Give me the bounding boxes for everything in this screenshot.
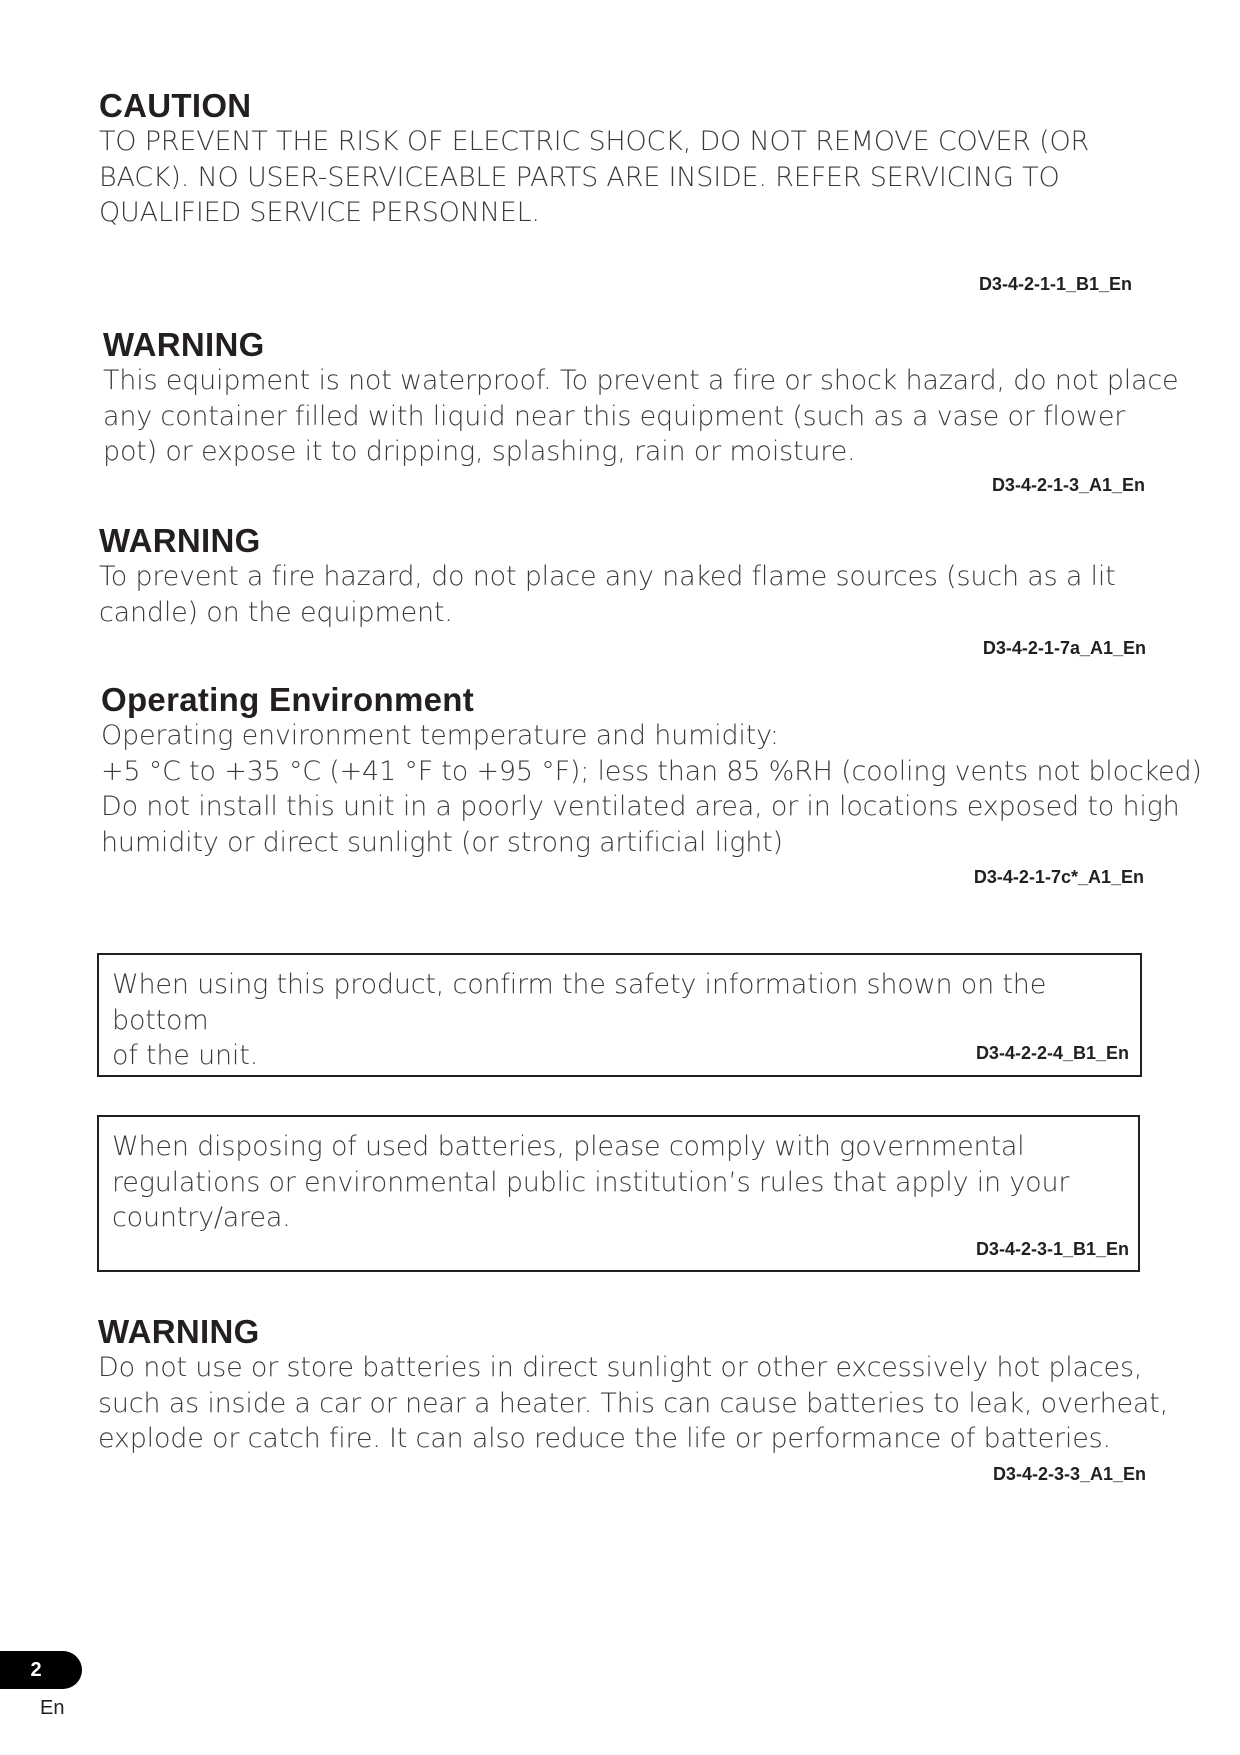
caution-section [99, 86, 1089, 231]
warning-flame-code: D3-4-2-1-7a_A1_En [982, 638, 1146, 658]
safety-info-text: When using this product, confirm the safety information shown on the bottom of the unit. [112, 969, 1047, 1071]
operating-environment-text: Operating environment temperature and humidity: +5 °C to +35 °C (+41 °F to +95 °F); less than 85 %RH (cooling vents not blocked) Do not install this unit in a poorly ventilated area, or in locations exposed to high humidity or direct sunlight (or strong artificial light) [101, 720, 1202, 858]
warning-flame-text: To prevent a fire hazard, do not place any naked flame sources (such as a lit candle) on the equipment. [99, 561, 1116, 628]
operating-environment-code: D3-4-2-1-7c*_A1_En [973, 867, 1144, 887]
warning-flame-section [99, 521, 1116, 630]
language-label: En [40, 1697, 65, 1719]
warning-waterproof-heading: WARNING [103, 326, 265, 363]
operating-environment-heading: Operating Environment [101, 681, 475, 718]
warning-flame-heading: WARNING [99, 522, 261, 559]
caution-text: TO PREVENT THE RISK OF ELECTRIC SHOCK, DO NOT REMOVE COVER (OR BACK). NO USER-SERVICEABLE PARTS ARE INSIDE. REFER SERVICING TO QUALIFIED SERVICE PERSONNEL. [99, 126, 1090, 228]
battery-disposal-box [97, 1115, 1140, 1272]
warning-battery-text: Do not use or store batteries in direct sunlight or other excessively hot places, such as inside a car or near a heater. This can cause batteries to leak, overheat, explode or catch fire. It can also reduce the life or performance of batteries. [98, 1352, 1169, 1454]
warning-waterproof-section [103, 325, 1178, 470]
caution-code: D3-4-2-1-1_B1_En [978, 274, 1132, 294]
warning-battery-section [98, 1312, 1168, 1457]
warning-waterproof-code: D3-4-2-1-3_A1_En [991, 475, 1145, 495]
warning-battery-heading: WARNING [98, 1313, 260, 1350]
caution-heading: CAUTION [99, 87, 252, 124]
safety-info-code: D3-4-2-2-4_B1_En [975, 1043, 1129, 1063]
safety-info-box [97, 953, 1142, 1077]
page-number: 2 [30, 1658, 42, 1681]
operating-environment-section [101, 680, 1202, 860]
warning-waterproof-text: This equipment is not waterproof. To prevent a fire or shock hazard, do not place any container filled with liquid near this equipment (such as a vase or flower pot) or expose it to dripping, splashing, rain or moisture. [103, 365, 1179, 467]
battery-disposal-text: When disposing of used batteries, please comply with governmental regulations or environmental public institution’s rules that apply in your country/area. [112, 1131, 1070, 1233]
page-number-tab [0, 1651, 82, 1689]
warning-battery-code: D3-4-2-3-3_A1_En [992, 1464, 1146, 1484]
battery-disposal-code: D3-4-2-3-1_B1_En [975, 1239, 1129, 1259]
